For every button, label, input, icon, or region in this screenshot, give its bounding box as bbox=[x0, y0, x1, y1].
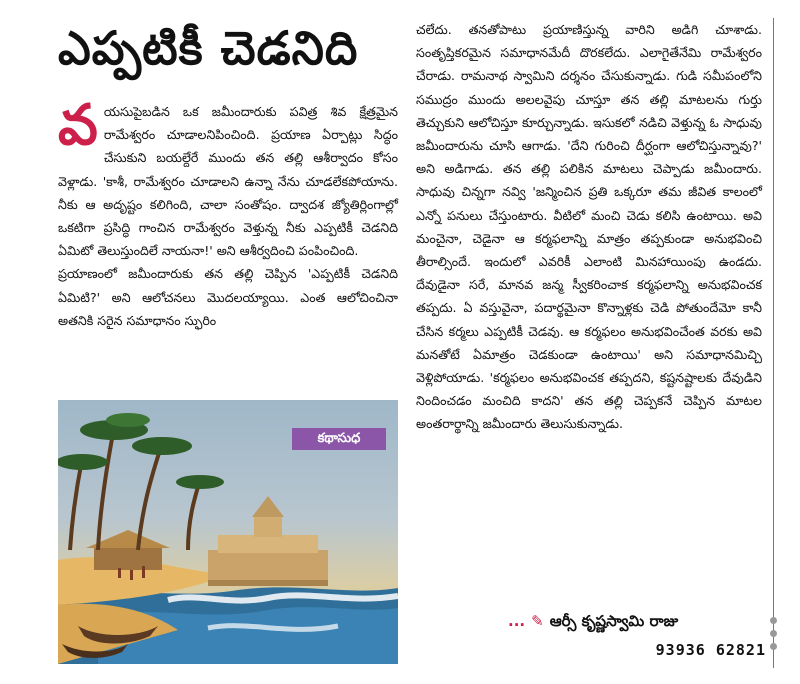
dot-icon bbox=[770, 643, 777, 650]
author-phone: 93936 62821 bbox=[655, 641, 766, 659]
byline bbox=[508, 610, 766, 632]
left-column bbox=[58, 92, 398, 332]
paragraph: చలేదు. తనతోపాటు ప్రయాణిస్తున్న వారిని అడిగి చూశాడు. సంతృప్తికరమైన సమాధానమేదీ దొరకలేదు. ఎలాగైతేనేమి రామేశ్వరం చేరాడు. రామనాథ స్వామిని దర్శనం చేసుకున్నాడు. గుడి సమీపంలోని సముద్రం ముందు అలలవైపు చూస్తూ తన తల్లి మాటలను గుర్తు తెచ్చుకుని ఆలోచిస్తూ కూర్చున్నాడు. ఇసుకలో నడిచి వెళ్తున్న ఓ సాధువు జమీందారును చూసి ఆగాడు. 'దేని గురించి దీర్ఘంగా ఆలోచిస్తున్నావు?' అని అడిగాడు. తన తల్లి పలికిన మాటలు చెప్పాడు జమీందారు. సాధువు చిన్నగా నవ్వి 'జన్మించిన ప్రతి ఒక్కరూ తమ జీవిత కాలంలో ఎన్నో పనులు చేస్తుంటారు. వీటిలో మంచి చెడు కలిసి ఉంటాయి. అవి మంచైనా, చెడైనా ఆ కర్మఫలాన్ని మాత్రం తప్పకుండా అనుభవించి తీరాల్సిందే. ఇందులో ఎవరికీ ఎలాంటి మినహాయింపు ఉండదు. దేవుడైనా సరే, మానవ జన్మ స్వీకరించాక కర్మఫలాన్ని అనుభవించక తప్పదు. ఏ వస్తువైనా, పదార్థమైనా కొన్నాళ్లకు చెడి పోతుందేమో కానీ చేసిన కర్మలు ఎప్పటికీ చెడవు. ఆ కర్మఫలం అనుభవించేంత వరకు అవి మనతోటే ఏమాత్రం చెడకుండా ఉంటాయి' అని సమాధానమిచ్చి వెళ్లిపోయాడు. 'కర్మఫలం అనుభవించక తప్పదని, కష్టనష్టాలకు దేవుడిని నిందించడం మంచిది కాదని' తన తల్లి చెప్పకనే చెప్పిన మాటల అంతరార్థాన్ని జమీందారు తెలుసుకున్నాడు. bbox=[416, 22, 762, 432]
author-name: ఆర్సీ కృష్ణస్వామి రాజు bbox=[549, 612, 679, 630]
paragraph-text: యసుపైబడిన ఒక జమీందారుకు పవిత్ర శివ క్షేత్రమైన రామేశ్వరం చూడాలనిపించింది. ప్రయాణ ఏర్పాట్లు సిద్ధం చేసుకుని బయల్దేరే ముందు తన తల్లి ఆశీర్వాదం కోసం వెళ్లాడు. 'కాశీ, రామేశ్వరం చూడాలని ఉన్నా నేను చూడలేకపోయాను. నీకు ఆ అదృష్టం కలిగింది, చాలా సంతోషం. ద్వాదశ జ్యోతిర్లింగాల్లో ఒకటిగా ప్రసిద్ధి గాంచిన రామేశ్వరం వెళ్తున్న నీకు ఎప్పటికీ చెడనిది ఏమిటో తెలుస్తుందిలే నాయనా!' అని ఆశీర్వదించి పంపించింది. bbox=[58, 104, 398, 259]
scroll-dots bbox=[769, 617, 778, 656]
dot-icon bbox=[770, 617, 777, 624]
paragraph: ప్రయాణంలో జమీందారుకు తన తల్లి చెప్పిన 'ఎప్పటికీ చెడనిది ఏమిటి?' అని ఆలోచనలు మొదలయ్యాయి. ఎంత ఆలోచించినా అతనికి సరైన సమాధానం స్ఫురిం bbox=[58, 266, 398, 328]
dot-icon bbox=[770, 630, 777, 637]
column-divider bbox=[773, 18, 774, 668]
article-title: ఎప్పటికీ చెడనిది bbox=[58, 21, 359, 75]
byline-ellipsis: ... bbox=[508, 612, 526, 630]
right-column bbox=[416, 18, 762, 436]
pen-icon: ✎ bbox=[531, 612, 544, 630]
section-badge: కథాసుధ bbox=[292, 428, 386, 450]
drop-cap: వ bbox=[58, 92, 98, 158]
paragraph bbox=[58, 92, 398, 262]
